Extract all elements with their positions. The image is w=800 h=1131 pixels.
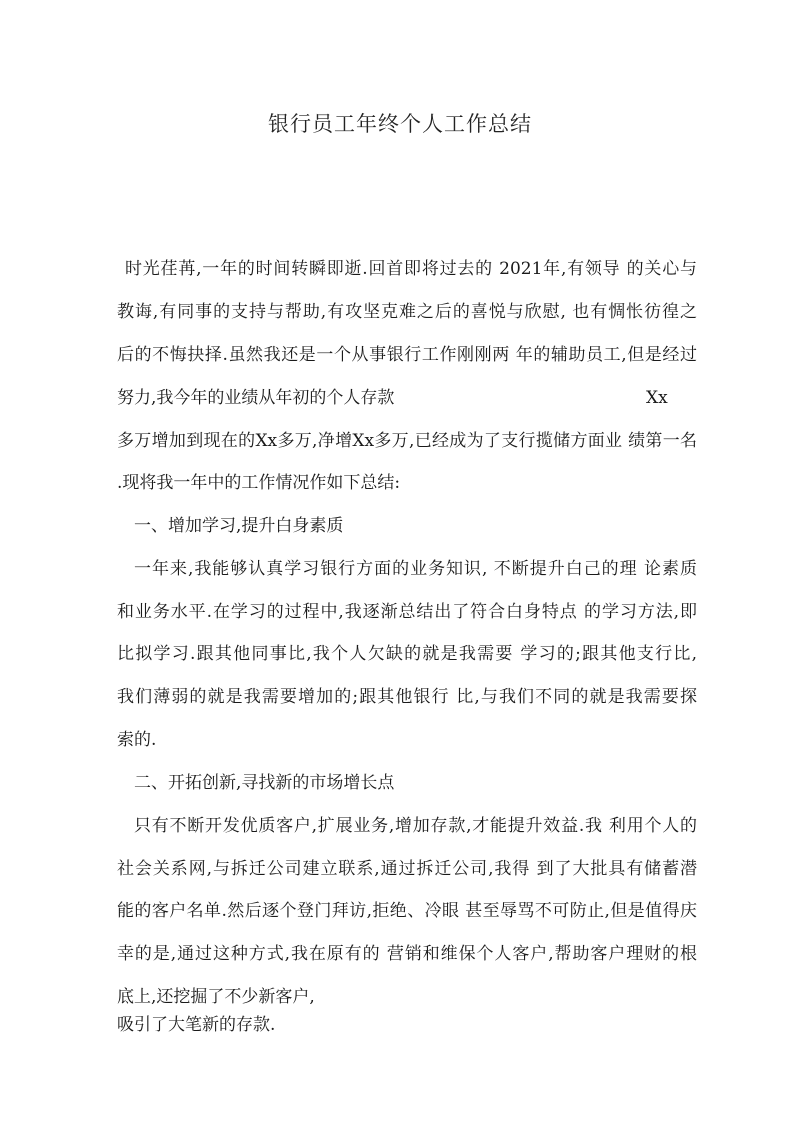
paragraph-line: 和业务水平.在学习的过程中,我逐渐总结出了符合白身特点 的学习方法,即 bbox=[117, 602, 697, 622]
paragraph-line: 多万增加到现在的Xx多万,净增Xx多万,已经成为了支行揽储方面业 绩第一名 bbox=[117, 431, 697, 451]
paragraph-line: 比拟学习.跟其他同事比,我个人欠缺的就是我需要 学习的;跟其他支行比, bbox=[117, 644, 697, 664]
paragraph-line: 时光荏苒,一年的时间转瞬即逝.回首即将过去的 2021年,有领导 的关心与 bbox=[125, 259, 697, 279]
paragraph-line: 社会关系网,与拆迁公司建立联系,通过拆迁公司,我得 到了大批具有储蓄潜 bbox=[117, 859, 697, 879]
paragraph-line: .现将我一年中的工作情况作如下总结: bbox=[117, 473, 401, 493]
paragraph-line: 教诲,有同事的支持与帮助,有攻坚克难之后的喜悦与欣慰, 也有惆怅彷徨之 bbox=[117, 302, 697, 322]
section-heading: 一、增加学习,提升白身素质 bbox=[134, 516, 344, 536]
section-heading: 二、开拓创新,寻找新的市场增长点 bbox=[134, 773, 395, 793]
paragraph-line: 吸引了大笔新的存款. bbox=[117, 1015, 276, 1035]
paragraph-line: 底上,还挖掘了不少新客户, bbox=[117, 987, 315, 1007]
paragraph-line: 只有不断开发优质客户,扩展业务,增加存款,才能提升效益.我 利用个人的 bbox=[134, 816, 697, 836]
paragraph-line-fragment: Xx bbox=[646, 388, 668, 408]
paragraph-line: 一年来,我能够认真学习银行方面的业务知识, 不断提升白己的理 论素质 bbox=[134, 559, 697, 579]
document-title: 银行员工年终个人工作总结 bbox=[268, 112, 532, 136]
paragraph-line: 后的不悔抉择.虽然我还是一个从事银行工作刚刚两 年的辅助员工,但是经过 bbox=[117, 345, 697, 365]
paragraph-line: 我们薄弱的就是我需要增加的;跟其他银行 比,与我们不同的就是我需要探 bbox=[117, 687, 697, 707]
paragraph-line: 索的. bbox=[117, 730, 157, 750]
paragraph-line: 能的客户名单.然后逐个登门拜访,拒绝、冷眼 甚至辱骂不可防止,但是值得庆 bbox=[117, 901, 697, 921]
paragraph-line: 幸的是,通过这种方式,我在原有的 营销和维保个人客户,帮助客户理财的根 bbox=[117, 944, 697, 964]
paragraph-line: 努力,我今年的业绩从年初的个人存款 bbox=[117, 388, 395, 408]
